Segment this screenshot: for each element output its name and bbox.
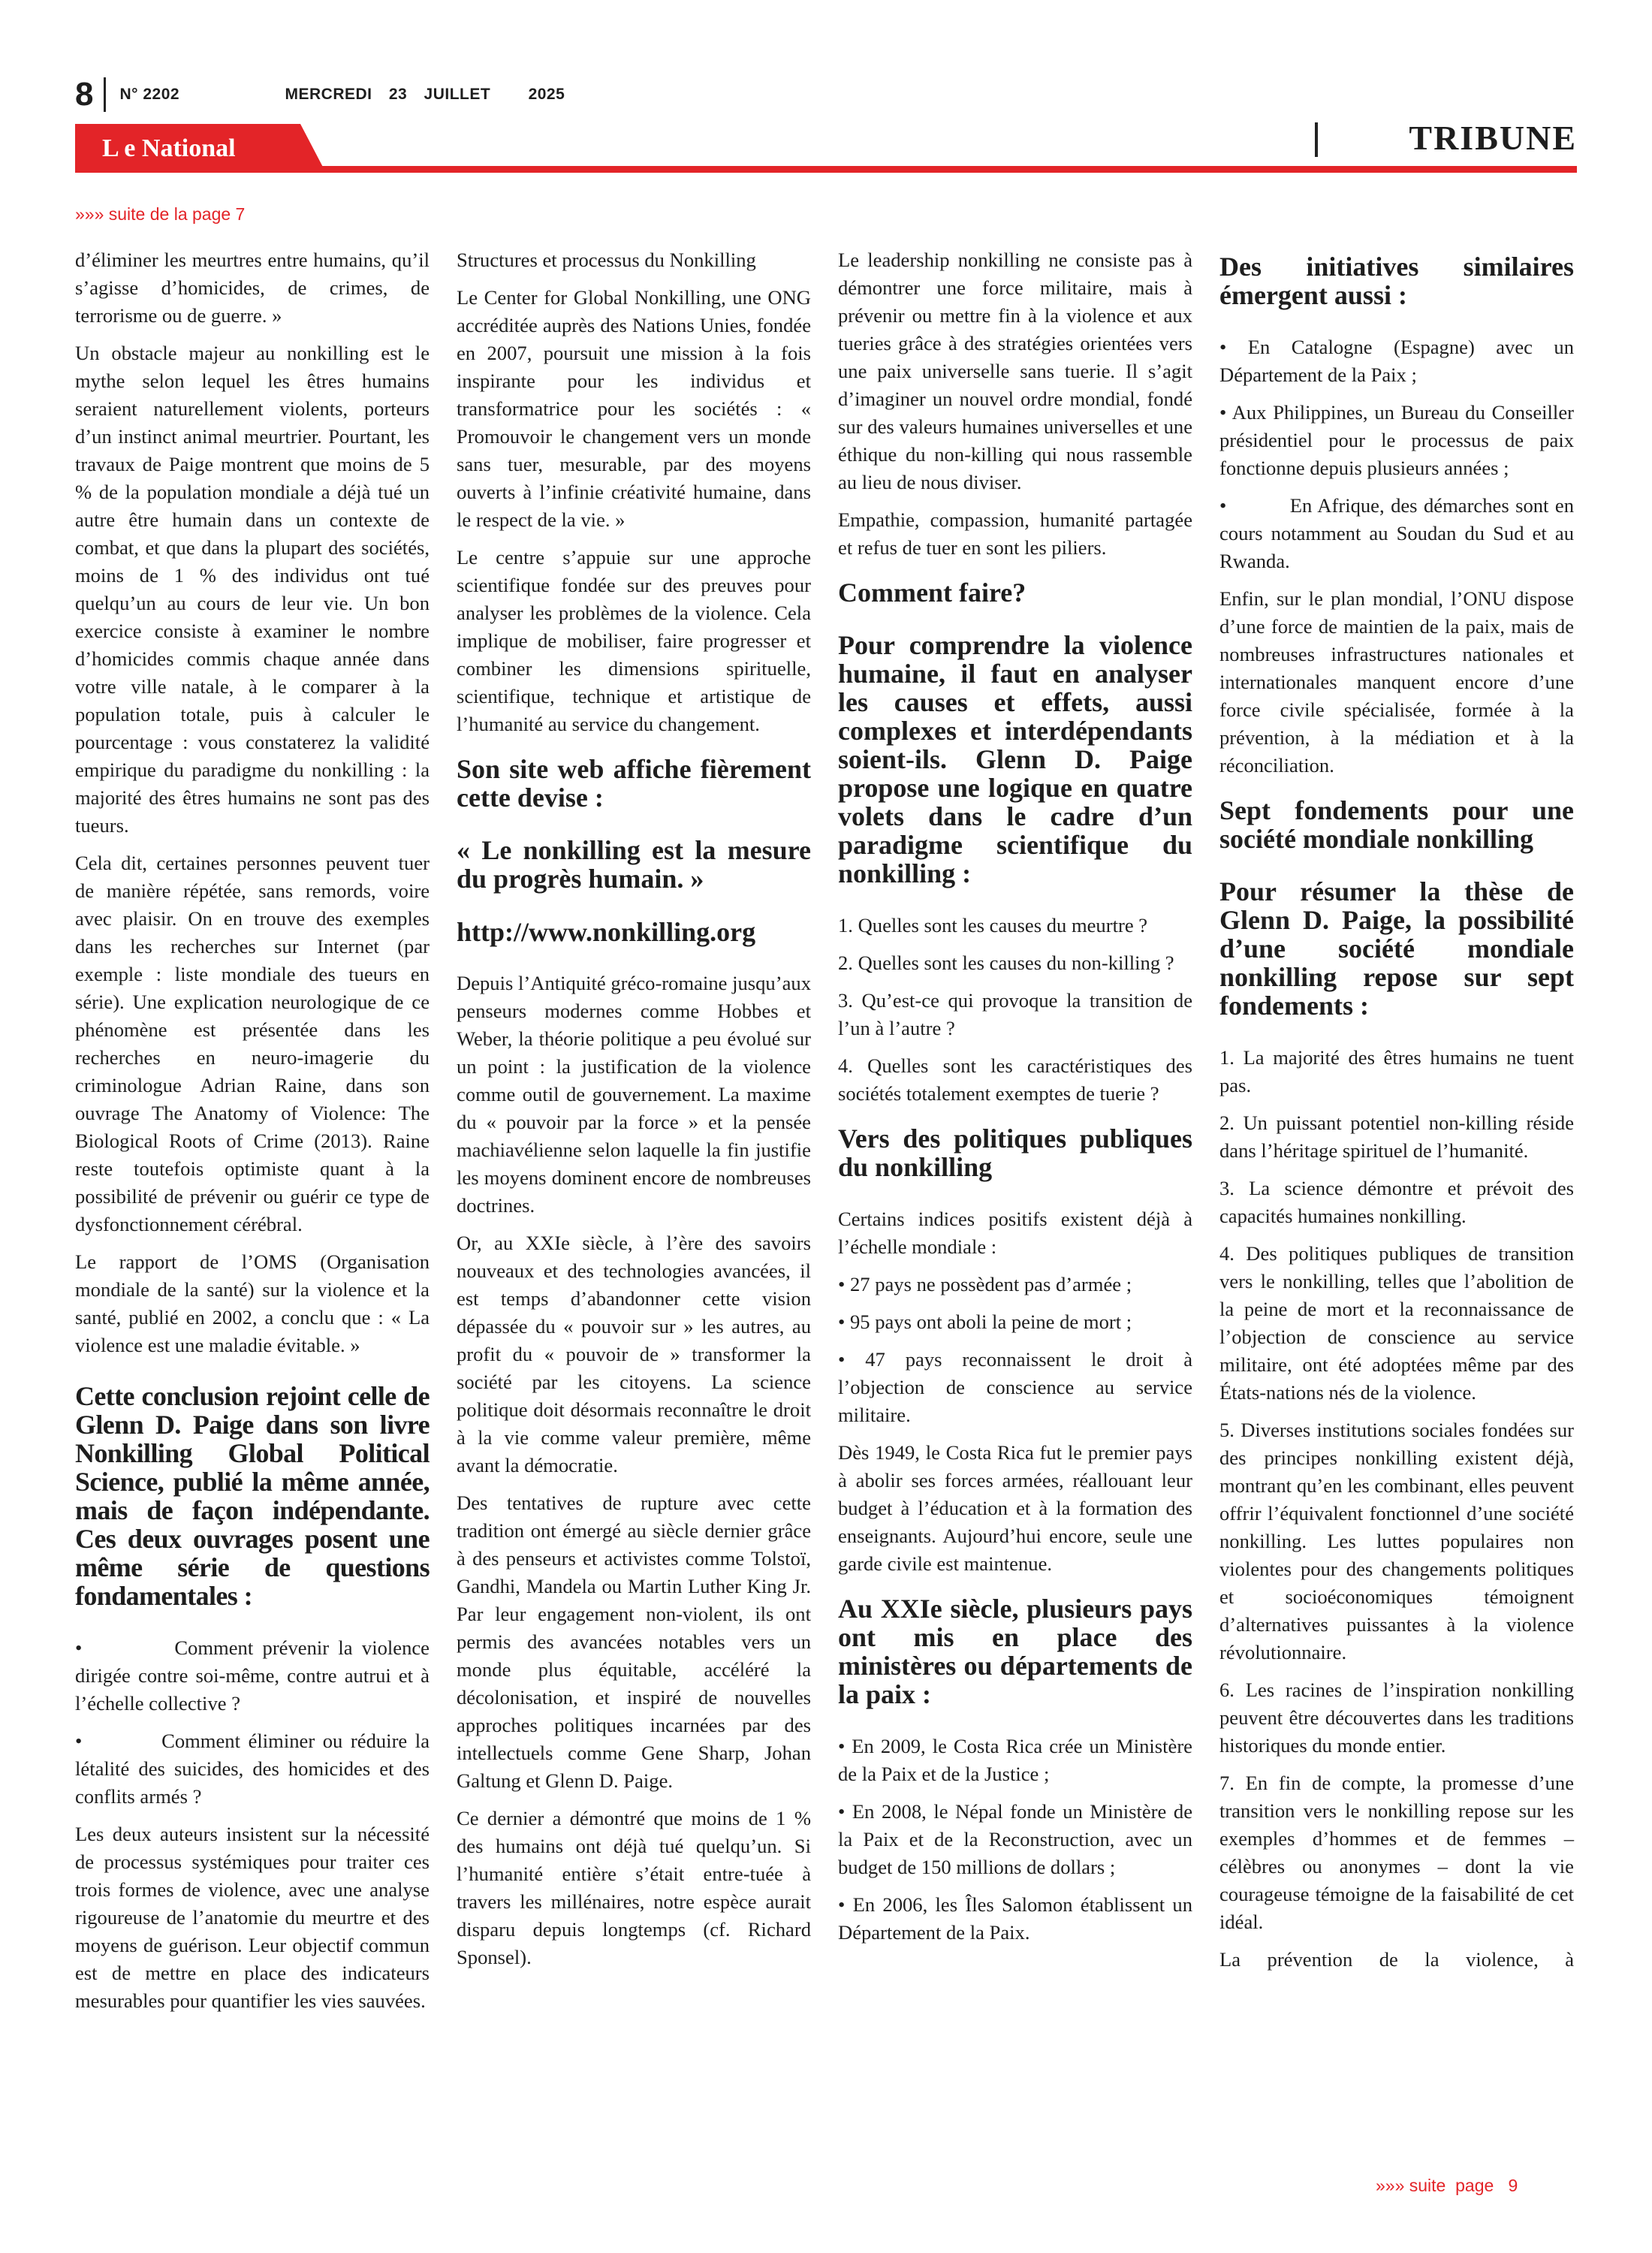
subheading: Au XXIe siècle, plusieurs pays ont mis en place des ministères ou départements de la paix : <box>838 1594 1192 1709</box>
date-day: 23 <box>388 86 408 103</box>
article-column-2 <box>457 246 811 2169</box>
paragraph: Cela dit, certaines personnes peuvent tuer de manière répétée, sans remords, voire avec plaisir. On en trouve des exemples dans les recherches sur Internet (par exemple : liste mondiale des tueurs en série). Une explication neurologique de ce phénomène est présentée dans les recherches en neuro-imagerie du criminologue Adrian Raine, dans son ouvrage The Anatomy of Violence: The Biological Roots of Crime (2013). Raine reste toutefois optimiste quant à la possibilité de prévenir ou guérir ce type de dysfonctionnement cérébral. <box>75 852 430 1235</box>
continued-from-link[interactable]: »»» suite de la page 7 <box>75 204 246 224</box>
date-year: 2025 <box>528 86 565 103</box>
date-month: JUILLET <box>424 86 491 103</box>
paragraph: d’éliminer les meurtres entre humains, qu’il s’agisse d’homicides, de crimes, de terrorisme ou de guerre. » <box>75 249 430 327</box>
paragraph: La prévention de la violence, à <box>1219 1948 1574 1971</box>
list-item: 6. Les racines de l’inspiration nonkilling peuvent être découvertes dans les traditions historiques du monde entier. <box>1219 1678 1574 1757</box>
list-item: 3. La science démontre et prévoit des capacités humaines nonkilling. <box>1219 1177 1574 1227</box>
paragraph: Le leadership nonkilling ne consiste pas à démontrer une force militaire, mais à prévenir ou mettre fin à la violence et aux tueries grâce à des stratégies orientées vers une paix universelle sans tuerie. Il s’agit d’imaginer un nouvel ordre mondial, fondé sur des valeurs humaines universelles et une éthique du non-killing qui nous rassemble au lieu de nous diviser. <box>838 249 1192 493</box>
list-item: 5. Diverses institutions sociales fondées sur des principes nonkilling existent déjà, montrant qu’en les combinant, elles peuvent offrir l’équivalent fonctionnel d’une société nonkilling. Les luttes populaires non violentes pour des changements politiques et socioéconomiques témoignent d’alternatives puissantes à la violence révolutionnaire. <box>1219 1419 1574 1663</box>
brand-bar <box>75 119 1577 173</box>
list-item: • 27 pays ne possèdent pas d’armée ; <box>838 1273 1132 1295</box>
paragraph: Le rapport de l’OMS (Organisation mondiale de la santé) sur la violence et la santé, publié en 2002, a conclu que : « La violence est une maladie évitable. » <box>75 1250 430 1356</box>
paragraph: Empathie, compassion, humanité partagée et refus de tuer en sont les piliers. <box>838 508 1192 559</box>
subheading: Son site web affiche fièrement cette devise : <box>457 754 811 813</box>
list-item: 4. Quelles sont les caractéristiques des sociétés totalement exemptes de tuerie ? <box>838 1054 1192 1105</box>
list-item: • En 2006, les Îles Salomon établissent un Département de la Paix. <box>838 1893 1192 1944</box>
list-item: 2. Quelles sont les causes du non-killing ? <box>838 952 1174 974</box>
paragraph: Un obstacle majeur au nonkilling est le mythe selon lequel les êtres humains seraient naturellement violents, porteurs d’un instinct animal meurtrier. Pourtant, les travaux de Paige montrent que moins de 5 % de la population mondiale a déjà tué un autre être humain dans un contexte de combat, et que dans la plupart des sociétés, moins de 1 % des individus ont tué quelqu’un au cours de leur vie. Un bon exercice consiste à examiner le nombre d’homicides commis chaque année dans votre ville natale, à le comparer à la population totale, puis à calculer le pourcentage : vous constaterez la validité empirique du paradigme du nonkilling : la majorité des êtres humains ne sont pas des tueurs. <box>75 342 430 837</box>
list-item: • Comment éliminer ou réduire la létalité des suicides, des homicides et des conflits armés ? <box>75 1730 435 1808</box>
paragraph: Depuis l’Antiquité gréco-romaine jusqu’aux penseurs modernes comme Hobbes et Weber, la théorie politique a peu évolué sur un point : la justification de la violence comme outil de gouvernement. La maxime du « pouvoir par la force » et la pensée machiavélienne selon laquelle la fin justifie les moyens dominent encore de nombreuses doctrines. <box>457 972 811 1217</box>
subheading: Cette conclusion rejoint celle de Glenn D. Paige dans son livre Nonkilling Global Political Science, publié la même année, mais de façon indépendante. Ces deux ouvrages posent une même série de questions fondamentales : <box>75 1381 430 1611</box>
issue-number: N° 2202 <box>119 86 180 103</box>
brand-logo: L e National <box>75 124 300 173</box>
section-divider <box>1315 122 1318 157</box>
list-item: 1. La majorité des êtres humains ne tuent pas. <box>1219 1046 1574 1096</box>
paragraph: Certains indices positifs existent déjà à l’échelle mondiale : <box>838 1208 1192 1258</box>
paragraph: Or, au XXIe siècle, à l’ère des savoirs nouveaux et des technologies avancées, il est temps d’abandonner cette vision dépassée du « pouvoir sur » les autres, au profit du « pouvoir de » transformer la société par les citoyens. La science politique doit désormais reconnaître le droit à la vie comme valeur première, même avant la démocratie. <box>457 1232 811 1476</box>
section-title: TRIBUNE <box>1409 119 1577 157</box>
list-item: • 95 pays ont aboli la peine de mort ; <box>838 1310 1132 1333</box>
list-item: • Comment prévenir la violence dirigée contre soi-même, contre autrui et à l’échelle collective ? <box>75 1636 435 1715</box>
article-column-1 <box>75 246 435 2169</box>
page-number: 8 <box>75 76 94 113</box>
publication-date <box>285 86 577 104</box>
paragraph: Des tentatives de rupture avec cette tradition ont émergé au siècle dernier grâce à des penseurs et activistes comme Tolstoï, Gandhi, Mandela ou Martin Luther King Jr. Par leur engagement non-violent, ils ont permis des avancées notables vers un monde plus équitable, accéléré la décolonisation, et inspiré de nouvelles approches politiques incarnées par des intellectuels comme Gene Sharp, Johan Galtung et Glenn D. Paige. <box>457 1491 811 1792</box>
paragraph: Le Center for Global Nonkilling, une ONG accréditée auprès des Nations Unies, fondée en 2007, poursuit une mission à la fois inspirante pour les individus et transformatrice pour les sociétés : « Promouvoir le changement vers un monde sans tuer, mesurable, par des moyens ouverts à l’infinie créativité humaine, dans le respect de la vie. » <box>457 286 811 531</box>
list-item: • En Afrique, des démarches sont en cours notamment au Soudan du Sud et au Rwanda. <box>1219 494 1579 572</box>
paragraph: Le centre s’appuie sur une approche scientifique fondée sur des preuves pour analyser les problèmes de la violence. Cela implique de mobiliser, faire progresser et combiner les dimensions spirituelle, scientifique, technique et artistique de l’humanité au service du changement. <box>457 546 811 735</box>
header-divider <box>104 77 106 112</box>
subheading: Sept fondements pour une société mondiale nonkilling <box>1219 795 1574 854</box>
website-link[interactable]: http://www.nonkilling.org <box>457 917 756 947</box>
date-weekday: MERCREDI <box>285 86 372 103</box>
paragraph: Les deux auteurs insistent sur la nécessité de processus systémiques pour traiter ces trois formes de violence, avec une analyse rigoureuse de l’anatomie du meurtre et des moyens de guérison. Leur objectif commun est de mettre en place des indicateurs mesurables pour quantifier les vies sauvées. <box>75 1823 430 2012</box>
list-item: • Aux Philippines, un Bureau du Conseiller présidentiel pour le processus de paix fonctionne depuis plusieurs années ; <box>1219 401 1574 479</box>
subheading: Des initiatives similaires émergent aussi : <box>1219 252 1574 310</box>
subheading: Pour comprendre la violence humaine, il faut en analyser les causes et effets, aussi complexes et interdépendants soient-ils. Glenn D. Paige propose une logique en quatre volets dans le cadre d’un paradigme scientifique du nonkilling : <box>838 630 1192 888</box>
article-column-3 <box>838 246 1192 2169</box>
motto-heading: « Le nonkilling est la mesure du progrès humain. » <box>457 835 811 894</box>
paragraph: Enfin, sur le plan mondial, l’ONU dispose d’une force de maintien de la paix, mais de nombreuses infrastructures nationales et internationales manquent encore d’une force civile spécialisée, formée à la prévention, à la médiation et à la réconciliation. <box>1219 587 1574 777</box>
subheading: Vers des politiques publiques du nonkilling <box>838 1123 1192 1182</box>
list-item: 1. Quelles sont les causes du meurtre ? <box>838 914 1148 936</box>
article-column-4 <box>1219 246 1579 2169</box>
list-item: 7. En fin de compte, la promesse d’une transition vers le nonkilling repose sur les exemples d’hommes et de femmes – célèbres ou anonymes – dont la vie courageuse témoigne de la faisabilité de cet idéal. <box>1219 1772 1574 1933</box>
paragraph: Structures et processus du Nonkilling <box>457 249 756 271</box>
continued-to-link[interactable]: »»» suite page 9 <box>1376 2176 1518 2195</box>
list-item: 3. Qu’est-ce qui provoque la transition de l’un à l’autre ? <box>838 989 1192 1039</box>
paragraph: Dès 1949, le Costa Rica fut le premier pays à abolir ses forces armées, réallouant leur budget à l’éducation et à la formation des enseignants. Aujourd’hui encore, seule une garde civile est maintenue. <box>838 1441 1192 1575</box>
brand-tab-corner <box>300 124 326 173</box>
paragraph: Ce dernier a démontré que moins de 1 % des humains ont déjà tué quelqu’un. Si l’humanité entière s’était entre-tuée à travers les millénaires, notre espèce aurait disparu depuis longtemps (cf. Richard Sponsel). <box>457 1807 811 1968</box>
list-item: • En 2009, le Costa Rica crée un Ministère de la Paix et de la Justice ; <box>838 1735 1192 1785</box>
subheading: Comment faire? <box>838 578 1026 608</box>
list-item: • 47 pays reconnaissent le droit à l’objection de conscience au service militaire. <box>838 1348 1192 1426</box>
list-item: 2. Un puissant potentiel non-killing réside dans l’héritage spirituel de l’humanité. <box>1219 1111 1574 1162</box>
list-item: • En 2008, le Népal fonde un Ministère de la Paix et de la Reconstruction, avec un budget de 150 millions de dollars ; <box>838 1800 1192 1878</box>
masthead-row <box>75 75 577 114</box>
list-item: 4. Des politiques publiques de transition vers le nonkilling, telles que l’abolition de la peine de mort et la reconnaissance de l’objection de conscience au service militaire, ont été adoptées même par des États-nations nés de la violence. <box>1219 1242 1574 1404</box>
subheading: Pour résumer la thèse de Glenn D. Paige, la possibilité d’une société mondiale nonkilling repose sur sept fondements : <box>1219 876 1574 1021</box>
list-item: • En Catalogne (Espagne) avec un Département de la Paix ; <box>1219 336 1574 386</box>
